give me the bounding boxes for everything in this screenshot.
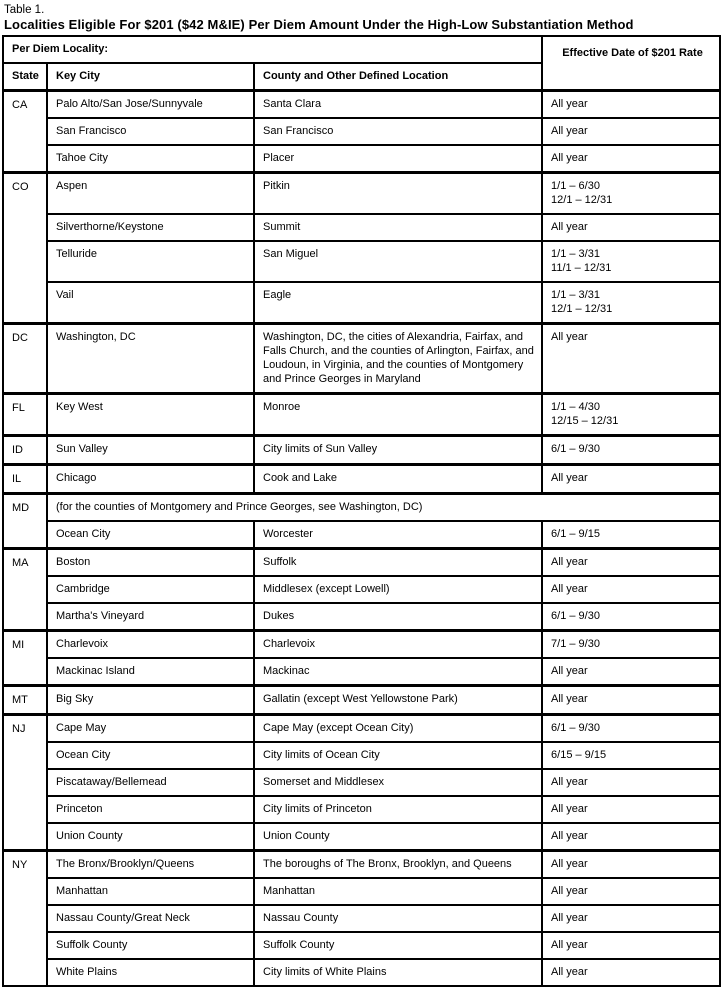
key-city-cell: Nassau County/Great Neck bbox=[47, 905, 254, 932]
key-city-cell: Aspen bbox=[47, 173, 254, 215]
effective-date-cell bbox=[542, 686, 720, 715]
key-city-cell: Piscataway/Bellemead bbox=[47, 769, 254, 796]
county-cell: San Miguel bbox=[254, 241, 542, 282]
effective-date-line: 6/1 – 9/30 bbox=[551, 443, 600, 455]
key-city-cell: The Bronx/Brooklyn/Queens bbox=[47, 851, 254, 879]
key-city-cell: Boston bbox=[47, 549, 254, 577]
effective-date-line: 1/1 – 4/30 bbox=[551, 401, 600, 413]
key-city-cell: Big Sky bbox=[47, 686, 254, 715]
effective-date-line: 6/15 – 9/15 bbox=[551, 749, 607, 761]
effective-date-line: 6/1 – 9/15 bbox=[551, 528, 600, 540]
effective-date-cell bbox=[542, 465, 720, 494]
effective-date-line: All year bbox=[551, 556, 588, 568]
key-city-cell: San Francisco bbox=[47, 118, 254, 145]
table-row bbox=[3, 436, 720, 465]
table-row bbox=[3, 118, 720, 145]
table-row bbox=[3, 214, 720, 241]
table-row bbox=[3, 769, 720, 796]
key-city-cell: Martha's Vineyard bbox=[47, 603, 254, 631]
state-cell: IL bbox=[3, 465, 47, 494]
effective-date-line: 1/1 – 3/31 bbox=[551, 248, 600, 260]
effective-date-cell bbox=[542, 324, 720, 394]
table-row bbox=[3, 932, 720, 959]
effective-date-line: All year bbox=[551, 125, 588, 137]
effective-date-cell bbox=[542, 394, 720, 436]
county-cell: City limits of Ocean City bbox=[254, 742, 542, 769]
effective-date-line: 7/1 – 9/30 bbox=[551, 638, 600, 650]
table-row bbox=[3, 241, 720, 282]
state-cell: CO bbox=[3, 173, 47, 324]
key-city-cell: Suffolk County bbox=[47, 932, 254, 959]
effective-date-cell bbox=[542, 241, 720, 282]
table-body bbox=[3, 91, 720, 987]
key-city-cell: Vail bbox=[47, 282, 254, 324]
effective-date-line: All year bbox=[551, 939, 588, 951]
table-row bbox=[3, 394, 720, 436]
table-row bbox=[3, 603, 720, 631]
table-row bbox=[3, 686, 720, 715]
table-row bbox=[3, 796, 720, 823]
county-cell: Pitkin bbox=[254, 173, 542, 215]
table-row bbox=[3, 959, 720, 986]
effective-date-cell bbox=[542, 91, 720, 119]
key-city-cell: Palo Alto/San Jose/Sunnyvale bbox=[47, 91, 254, 119]
effective-date-cell bbox=[542, 932, 720, 959]
key-city-cell: Manhattan bbox=[47, 878, 254, 905]
table-row bbox=[3, 742, 720, 769]
state-cell: MI bbox=[3, 631, 47, 686]
key-city-cell: Key West bbox=[47, 394, 254, 436]
key-city-cell: Chicago bbox=[47, 465, 254, 494]
effective-date-cell bbox=[542, 905, 720, 932]
county-cell: Santa Clara bbox=[254, 91, 542, 119]
effective-date-line: All year bbox=[551, 583, 588, 595]
state-cell: MA bbox=[3, 549, 47, 631]
table-caption bbox=[0, 0, 721, 32]
effective-date-line: All year bbox=[551, 221, 588, 233]
effective-date-cell bbox=[542, 823, 720, 851]
key-city-cell: White Plains bbox=[47, 959, 254, 986]
effective-date-cell bbox=[542, 436, 720, 465]
header-per-diem-locality: Per Diem Locality: bbox=[3, 36, 542, 63]
key-city-cell: Mackinac Island bbox=[47, 658, 254, 686]
state-cell: CA bbox=[3, 91, 47, 173]
effective-date-line: All year bbox=[551, 858, 588, 870]
county-cell: City limits of Sun Valley bbox=[254, 436, 542, 465]
county-cell: Monroe bbox=[254, 394, 542, 436]
table-row bbox=[3, 173, 720, 215]
table-row bbox=[3, 576, 720, 603]
key-city-cell: Tahoe City bbox=[47, 145, 254, 173]
effective-date-line: All year bbox=[551, 472, 588, 484]
table-title: Localities Eligible For $201 ($42 M&IE) Per Diem Amount Under the High-Low Substantiation Method bbox=[4, 17, 634, 32]
county-cell: Cape May (except Ocean City) bbox=[254, 715, 542, 743]
table-row bbox=[3, 549, 720, 577]
header-effective-date: Effective Date of $201 Rate bbox=[542, 36, 720, 91]
effective-date-cell bbox=[542, 715, 720, 743]
effective-date-line: 12/1 – 12/31 bbox=[551, 194, 613, 206]
county-cell: City limits of White Plains bbox=[254, 959, 542, 986]
effective-date-cell bbox=[542, 603, 720, 631]
header-row-1 bbox=[3, 36, 720, 63]
table-row bbox=[3, 715, 720, 743]
table-row bbox=[3, 91, 720, 119]
key-city-cell: Charlevoix bbox=[47, 631, 254, 659]
county-cell: Middlesex (except Lowell) bbox=[254, 576, 542, 603]
effective-date-cell bbox=[542, 282, 720, 324]
state-cell: FL bbox=[3, 394, 47, 436]
table-number: Table 1. bbox=[4, 4, 45, 16]
effective-date-line: 11/1 – 12/31 bbox=[551, 262, 612, 274]
effective-date-line: All year bbox=[551, 776, 588, 788]
effective-date-cell bbox=[542, 742, 720, 769]
county-cell: Suffolk bbox=[254, 549, 542, 577]
effective-date-cell bbox=[542, 658, 720, 686]
table-row bbox=[3, 494, 720, 522]
effective-date-line: All year bbox=[551, 912, 588, 924]
effective-date-cell bbox=[542, 118, 720, 145]
key-city-cell: Union County bbox=[47, 823, 254, 851]
state-cell: MD bbox=[3, 494, 47, 549]
county-cell: Manhattan bbox=[254, 878, 542, 905]
state-cell: NJ bbox=[3, 715, 47, 851]
effective-date-cell bbox=[542, 576, 720, 603]
table-row bbox=[3, 823, 720, 851]
effective-date-cell bbox=[542, 769, 720, 796]
county-cell: San Francisco bbox=[254, 118, 542, 145]
state-cell: NY bbox=[3, 851, 47, 987]
effective-date-line: 6/1 – 9/30 bbox=[551, 610, 600, 622]
state-cell: ID bbox=[3, 436, 47, 465]
table-row bbox=[3, 521, 720, 549]
table-row bbox=[3, 282, 720, 324]
key-city-cell: Ocean City bbox=[47, 521, 254, 549]
county-cell: Cook and Lake bbox=[254, 465, 542, 494]
effective-date-cell bbox=[542, 145, 720, 173]
effective-date-line: All year bbox=[551, 830, 588, 842]
county-cell: Washington, DC, the cities of Alexandria, Fairfax, and Falls Church, and the counties of Arlington, Fairfax, and Loudoun, in Virginia, and the counties of Montgomery and Prince Georges in Maryland bbox=[254, 324, 542, 394]
key-city-cell: Sun Valley bbox=[47, 436, 254, 465]
key-city-cell: Cape May bbox=[47, 715, 254, 743]
county-cell: Dukes bbox=[254, 603, 542, 631]
county-cell: Union County bbox=[254, 823, 542, 851]
county-cell: Somerset and Middlesex bbox=[254, 769, 542, 796]
effective-date-line: All year bbox=[551, 331, 588, 343]
table-row bbox=[3, 878, 720, 905]
effective-date-line: All year bbox=[551, 966, 588, 978]
effective-date-cell bbox=[542, 549, 720, 577]
effective-date-line: 1/1 – 3/31 bbox=[551, 289, 600, 301]
key-city-cell: Princeton bbox=[47, 796, 254, 823]
effective-date-cell bbox=[542, 173, 720, 215]
county-cell: Nassau County bbox=[254, 905, 542, 932]
effective-date-line: All year bbox=[551, 693, 588, 705]
effective-date-line: 12/1 – 12/31 bbox=[551, 303, 613, 315]
county-cell: The boroughs of The Bronx, Brooklyn, and Queens bbox=[254, 851, 542, 879]
key-city-cell: Silverthorne/Keystone bbox=[47, 214, 254, 241]
county-cell: City limits of Princeton bbox=[254, 796, 542, 823]
header-key-city: Key City bbox=[47, 63, 254, 91]
county-cell: Charlevoix bbox=[254, 631, 542, 659]
effective-date-cell bbox=[542, 796, 720, 823]
effective-date-line: 1/1 – 6/30 bbox=[551, 180, 600, 192]
county-cell: Placer bbox=[254, 145, 542, 173]
effective-date-cell bbox=[542, 878, 720, 905]
table-row bbox=[3, 905, 720, 932]
effective-date-line: 12/15 – 12/31 bbox=[551, 415, 619, 427]
state-cell: MT bbox=[3, 686, 47, 715]
county-cell: Worcester bbox=[254, 521, 542, 549]
table-row bbox=[3, 851, 720, 879]
county-cell: Summit bbox=[254, 214, 542, 241]
effective-date-cell bbox=[542, 631, 720, 659]
table-row bbox=[3, 631, 720, 659]
effective-date-cell bbox=[542, 959, 720, 986]
table-row bbox=[3, 145, 720, 173]
header-county: County and Other Defined Location bbox=[254, 63, 542, 91]
effective-date-line: All year bbox=[551, 803, 588, 815]
md-note-cell: (for the counties of Montgomery and Prince Georges, see Washington, DC) bbox=[47, 494, 720, 522]
county-cell: Mackinac bbox=[254, 658, 542, 686]
county-cell: Gallatin (except West Yellowstone Park) bbox=[254, 686, 542, 715]
effective-date-cell bbox=[542, 214, 720, 241]
state-cell: DC bbox=[3, 324, 47, 394]
county-cell: Suffolk County bbox=[254, 932, 542, 959]
table-row bbox=[3, 658, 720, 686]
effective-date-line: All year bbox=[551, 152, 588, 164]
effective-date-line: All year bbox=[551, 98, 588, 110]
table-row bbox=[3, 465, 720, 494]
header-state: State bbox=[3, 63, 47, 91]
effective-date-line: 6/1 – 9/30 bbox=[551, 722, 600, 734]
effective-date-line: All year bbox=[551, 665, 588, 677]
table-row bbox=[3, 324, 720, 394]
effective-date-line: All year bbox=[551, 885, 588, 897]
key-city-cell: Ocean City bbox=[47, 742, 254, 769]
effective-date-cell bbox=[542, 851, 720, 879]
key-city-cell: Cambridge bbox=[47, 576, 254, 603]
county-cell: Eagle bbox=[254, 282, 542, 324]
key-city-cell: Telluride bbox=[47, 241, 254, 282]
key-city-cell: Washington, DC bbox=[47, 324, 254, 394]
effective-date-cell bbox=[542, 521, 720, 549]
per-diem-table bbox=[2, 35, 721, 987]
